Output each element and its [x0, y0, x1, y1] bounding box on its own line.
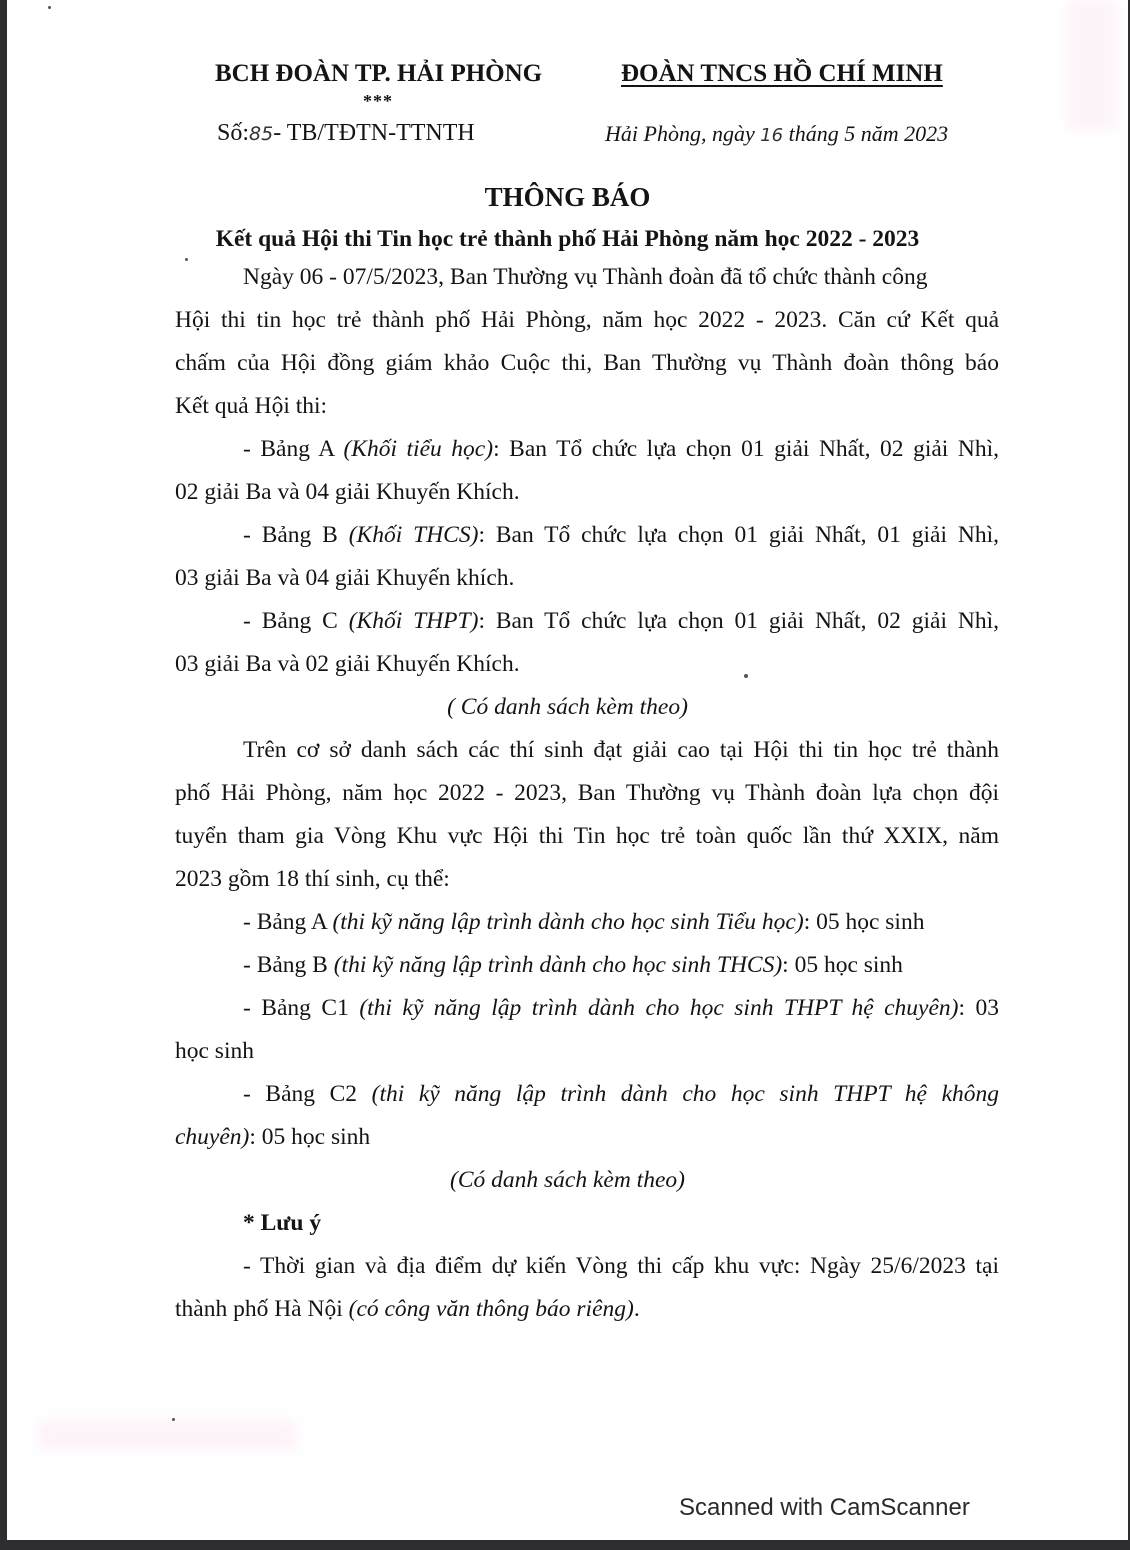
selection-category: (thi kỹ năng lập trình dành cho học sinh THPT hệ chuyên) — [359, 995, 959, 1021]
result-label: - Bảng A — [243, 436, 344, 462]
selection-bang-a — [243, 909, 924, 936]
scan-speck — [744, 674, 748, 678]
result-label: - Bảng B — [243, 522, 349, 548]
scan-speck — [172, 1418, 175, 1421]
issuing-organization: BCH ĐOÀN TP. HẢI PHÒNG — [215, 60, 543, 87]
note-italic: (có công văn thông báo riêng) — [348, 1296, 634, 1322]
result-detail: : Ban Tổ chức lựa chọn 01 giải Nhất, 01 giải Nhì, — [478, 522, 999, 548]
selection-count: : 03 — [958, 995, 999, 1021]
selection-category: (thi kỹ năng lập trình dành cho học sinh Tiểu học) — [332, 909, 804, 935]
result-bang-b-cont: 03 giải Ba và 04 giải Khuyến khích. — [175, 565, 515, 591]
selection-category: (thi kỹ năng lập trình dành cho học sinh THCS) — [333, 952, 783, 978]
note-end: . — [633, 1296, 640, 1322]
document-date — [605, 121, 948, 147]
camscanner-watermark: Scanned with CamScanner — [679, 1494, 970, 1521]
document-subtitle: Kết quả Hội thi Tin học trẻ thành phố Hải Phòng năm học 2022 - 2023 — [215, 226, 920, 252]
note-line — [175, 1296, 640, 1323]
scan-stain — [37, 1420, 297, 1450]
doc-number-prefix: Số: — [217, 120, 250, 146]
result-bang-b — [243, 522, 999, 549]
selection-count: : 05 học sinh — [803, 909, 925, 935]
selection-label: - Bảng C1 — [243, 995, 360, 1021]
selection-bang-c2-cont — [175, 1124, 370, 1151]
selection-bang-c2 — [243, 1081, 999, 1108]
result-category: (Khối tiểu học) — [343, 436, 494, 462]
document-number — [217, 120, 475, 147]
selection-count: : 05 học sinh — [782, 952, 903, 978]
attached-list-note: (Có danh sách kèm theo) — [450, 1167, 685, 1193]
party-organization: ĐOÀN TNCS HỒ CHÍ MINH — [621, 60, 943, 87]
selection-category-cont: chuyên) — [175, 1124, 250, 1150]
doc-number-suffix: - TB/TĐTN-TTNTH — [273, 120, 475, 146]
selection-count: : 05 học sinh — [249, 1124, 371, 1150]
selection-label: - Bảng C2 — [243, 1081, 372, 1107]
selection-label: - Bảng A — [243, 909, 333, 935]
result-bang-a-cont: 02 giải Ba và 04 giải Khuyến Khích. — [175, 479, 520, 505]
team-line: phố Hải Phòng, năm học 2022 - 2023, Ban Thường vụ Thành đoàn lựa chọn đội — [175, 780, 999, 806]
selection-bang-b — [243, 952, 903, 979]
note-line: - Thời gian và địa điểm dự kiến Vòng thi cấp khu vực: Ngày 25/6/2023 tại — [243, 1253, 999, 1279]
selection-bang-c1 — [243, 995, 999, 1022]
header-stars: *** — [363, 91, 393, 111]
doc-number-handwritten: 85 — [249, 123, 274, 145]
date-day-handwritten: 16 — [760, 125, 784, 146]
result-label: - Bảng C — [243, 608, 349, 634]
selection-category: (thi kỹ năng lập trình dành cho học sinh THPT hệ không — [371, 1081, 999, 1107]
scan-stain — [1067, 0, 1117, 130]
selection-label: - Bảng B — [243, 952, 334, 978]
attached-list-note: ( Có danh sách kèm theo) — [447, 694, 688, 720]
note-heading: * Lưu ý — [243, 1210, 322, 1236]
scanned-page — [7, 0, 1128, 1540]
result-category: (Khối THCS) — [348, 522, 479, 548]
result-bang-c-cont: 03 giải Ba và 02 giải Khuyến Khích. — [175, 651, 520, 677]
date-prefix: Hải Phòng, ngày — [605, 121, 761, 146]
result-detail: : Ban Tổ chức lựa chọn 01 giải Nhất, 02 giải Nhì, — [493, 436, 1000, 462]
intro-line: Hội thi tin học trẻ thành phố Hải Phòng, năm học 2022 - 2023. Căn cứ Kết quả — [175, 307, 999, 333]
selection-bang-c1-cont: học sinh — [175, 1038, 254, 1064]
team-line: Trên cơ sở danh sách các thí sinh đạt giải cao tại Hội thi tin học trẻ thành — [243, 737, 999, 763]
team-line: 2023 gồm 18 thí sinh, cụ thể: — [175, 866, 450, 892]
result-bang-c — [243, 608, 999, 635]
scan-speck — [185, 258, 188, 261]
intro-line: Ngày 06 - 07/5/2023, Ban Thường vụ Thành đoàn đã tổ chức thành công — [243, 264, 928, 290]
result-category: (Khối THPT) — [348, 608, 479, 634]
date-suffix: tháng 5 năm 2023 — [783, 121, 949, 146]
result-bang-a — [243, 436, 999, 463]
team-line: tuyển tham gia Vòng Khu vực Hội thi Tin học trẻ toàn quốc lần thứ XXIX, năm — [175, 823, 999, 849]
result-detail: : Ban Tổ chức lựa chọn 01 giải Nhất, 02 giải Nhì, — [478, 608, 999, 634]
document-title: THÔNG BÁO — [484, 182, 651, 212]
note-text: thành phố Hà Nội — [175, 1296, 349, 1322]
scan-speck — [48, 6, 51, 9]
intro-line: chấm của Hội đồng giám khảo Cuộc thi, Ban Thường vụ Thành đoàn thông báo — [175, 350, 999, 376]
intro-line: Kết quả Hội thi: — [175, 393, 328, 419]
